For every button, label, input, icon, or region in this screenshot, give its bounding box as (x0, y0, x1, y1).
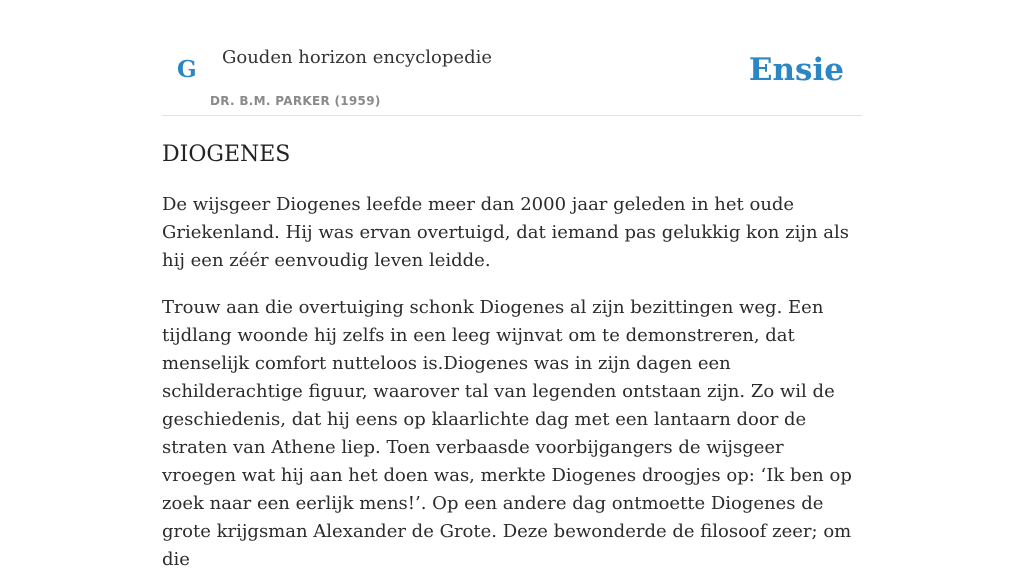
article (162, 140, 862, 574)
article-paragraph-1: De wijsgeer Diogenes leefde meer dan 2000 jaar geleden in het oude Griekenland. Hij was ervan overtuigd, dat iemand pas gelukkig kon zijn als hij een zéér eenvoudig leven leidde. (162, 194, 849, 271)
book-logo[interactable]: G (177, 56, 197, 83)
book-author: DR. B.M. PARKER (1959) (210, 94, 381, 108)
article-paragraph-2: Trouw aan die overtuiging schonk Diogenes al zijn bezittingen weg. Een tijdlang woonde hij zelfs in een leeg wijnvat om te demonstreren, dat menselijk comfort nutteloos is.Diogenes was in zijn dagen een schilderachtige figuur, waarover tal van legenden ontstaan zijn. Zo wil de geschiedenis, dat hij eens op klaarlichte dag met een lantaarn door de straten van Athene liep. Toen verbaasde voorbijgangers de wijsgeer vroegen wat hij aan het doen was, merkte Diogenes droogjes op: ‘Ik ben op zoek naar een eerlijk mens!’. Op een andere dag ontmoette Diogenes de grote krijgsman Alexander de Grote. Deze bewonderde de filosoof zeer; om die (162, 297, 852, 570)
ensie-brand-logo[interactable]: Ensie (748, 52, 844, 88)
article-title: DIOGENES (162, 142, 291, 167)
book-header (162, 0, 862, 116)
book-title-link[interactable]: Gouden horizon encyclopedie (222, 47, 492, 68)
